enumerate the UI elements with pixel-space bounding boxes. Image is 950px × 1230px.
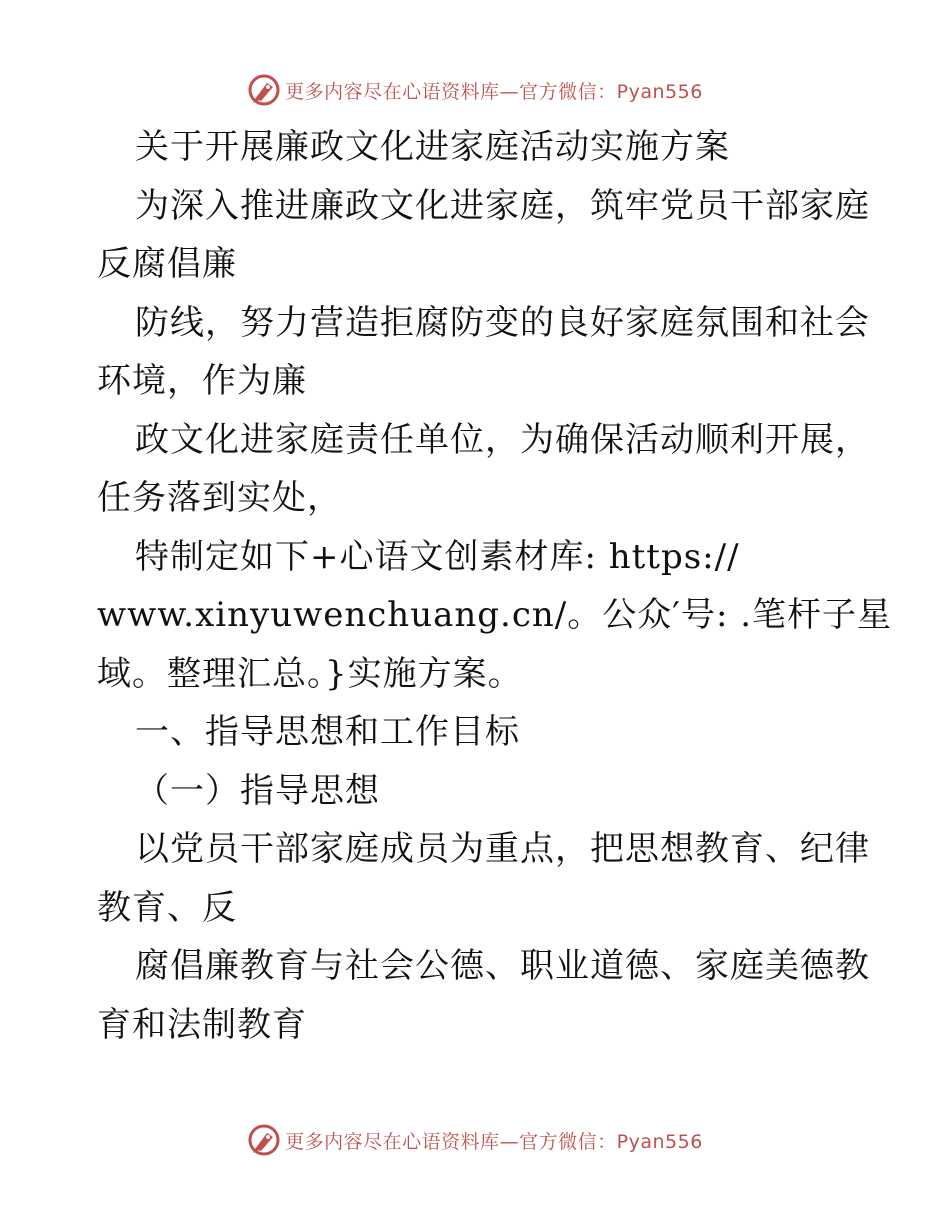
- watermark-text: 更多内容尽在心语资料库—官方微信：Pyan556: [285, 1130, 703, 1153]
- paragraph-line: www.xinyuwenchuang.cn/。公众′号: .笔杆子星: [97, 595, 893, 635]
- watermark-text: 更多内容尽在心语资料库—官方微信：Pyan556: [285, 80, 703, 103]
- header-watermark: [0, 70, 950, 110]
- footer-watermark: [0, 1120, 950, 1160]
- paragraph-line: 环境，作为廉: [97, 361, 307, 401]
- doc-title-line: 关于开展廉政文化进家庭活动实施方案: [135, 127, 730, 167]
- section-heading: 一、指导思想和工作目标: [135, 712, 520, 752]
- paragraph-line: 政文化进家庭责任单位，为确保活动顺利开展，: [135, 419, 870, 460]
- document-body: [97, 118, 893, 1054]
- paragraph-line: 以党员干部家庭成员为重点，把思想教育、纪律: [135, 829, 870, 869]
- subsection-heading: （一）指导思想: [135, 770, 380, 811]
- paragraph-line: 育和法制教育: [97, 1004, 307, 1045]
- paragraph-line: 任务落到实处，: [97, 478, 342, 518]
- paragraph-line: 为深入推进廉政文化进家庭，筑牢党员干部家庭: [135, 185, 870, 226]
- paragraph-line: 反腐倡廉: [97, 244, 237, 284]
- paragraph-line: 域。整理汇总。}实施方案。: [97, 653, 523, 694]
- paragraph-line: 防线，努力营造拒腐防变的良好家庭氛围和社会: [135, 302, 870, 343]
- pen-nib-logo-icon: [247, 73, 281, 107]
- paragraph-line: 腐倡廉教育与社会公德、职业道德、家庭美德教: [135, 946, 870, 986]
- paragraph-line: 教育、反: [97, 887, 237, 928]
- paragraph-line: 特制定如下+心语文创素材库: https://: [135, 536, 740, 577]
- pen-nib-logo-icon: [247, 1123, 281, 1157]
